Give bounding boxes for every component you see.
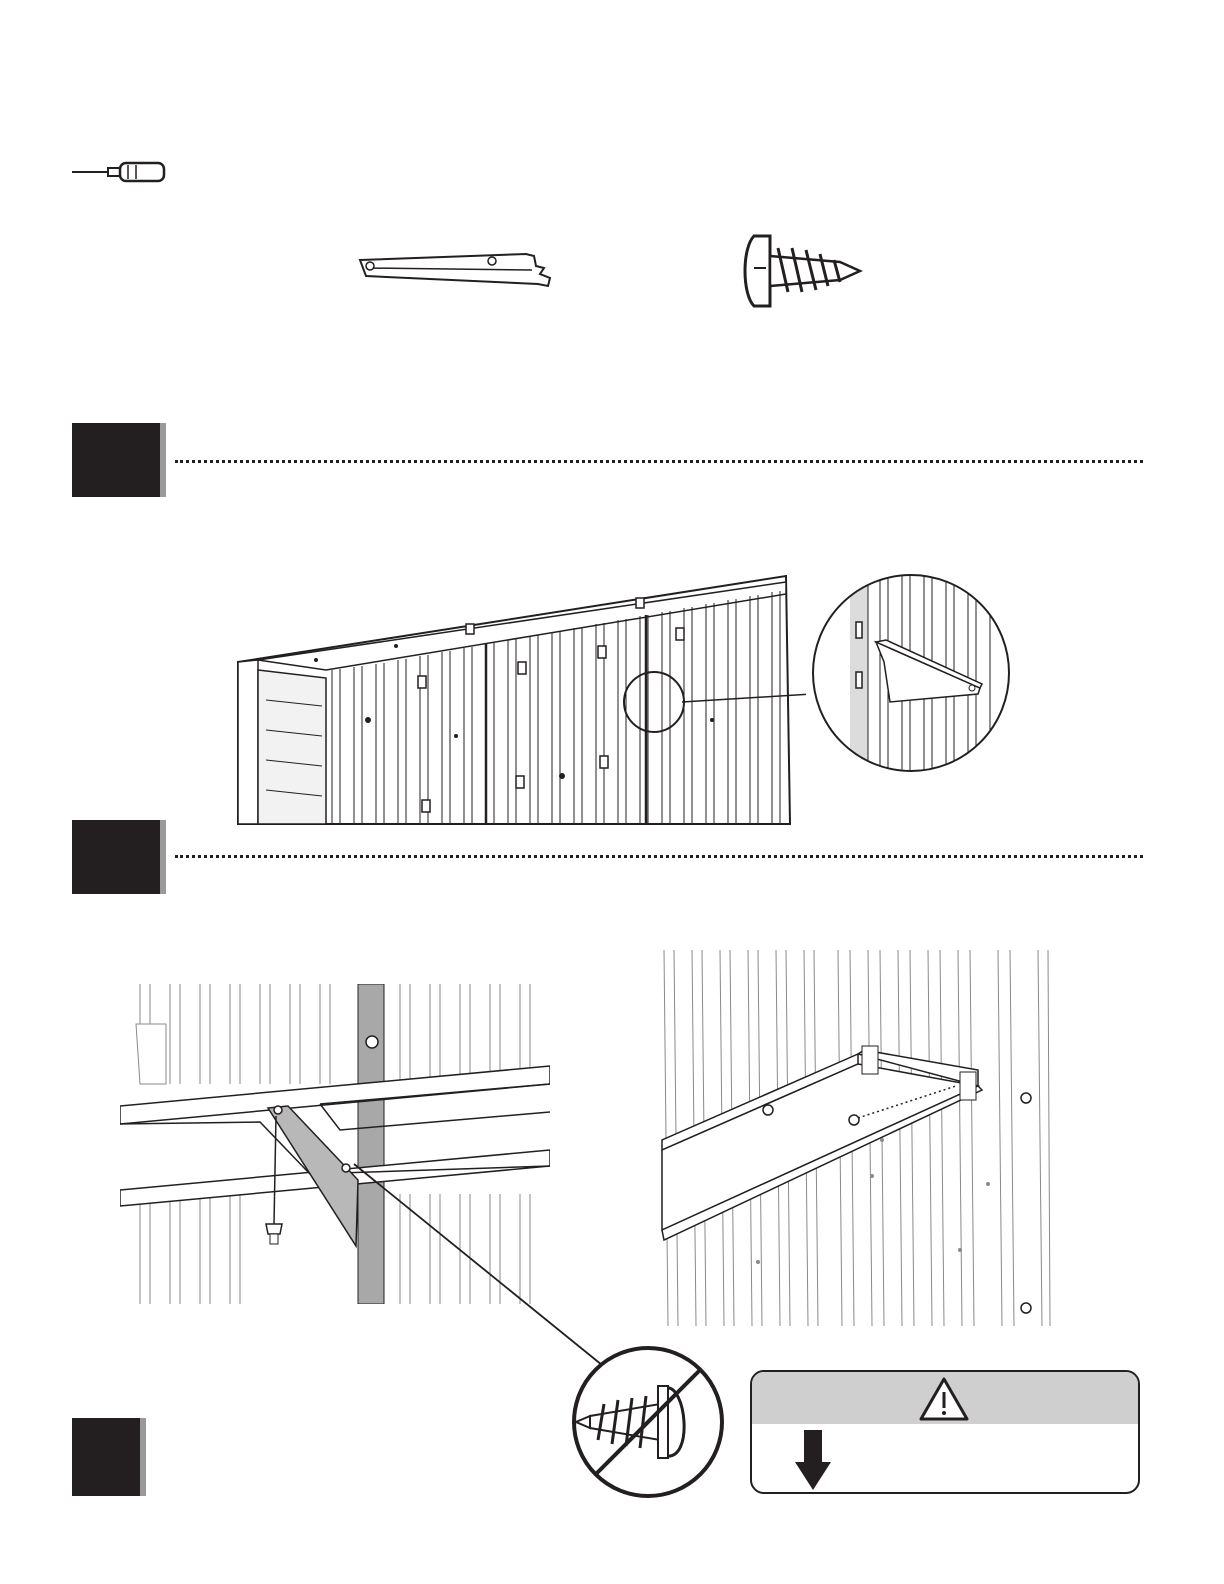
screw-icon xyxy=(740,230,864,312)
down-arrow-icon xyxy=(794,1430,832,1492)
step-marker xyxy=(72,423,160,497)
no-screw-icon xyxy=(570,1344,726,1500)
screwdriver-icon xyxy=(70,158,170,186)
warning-box xyxy=(750,1370,1140,1494)
step-divider xyxy=(175,460,1143,463)
step-marker xyxy=(72,820,160,894)
warning-triangle-icon xyxy=(918,1376,970,1422)
shed-wall-illustration xyxy=(236,570,806,826)
step-divider xyxy=(175,855,1143,858)
bracket-detail-zoom xyxy=(810,572,1012,774)
shelf-bracket-icon xyxy=(356,248,556,294)
shelf-install-illustration xyxy=(658,950,1054,1326)
step-marker xyxy=(72,1418,140,1496)
